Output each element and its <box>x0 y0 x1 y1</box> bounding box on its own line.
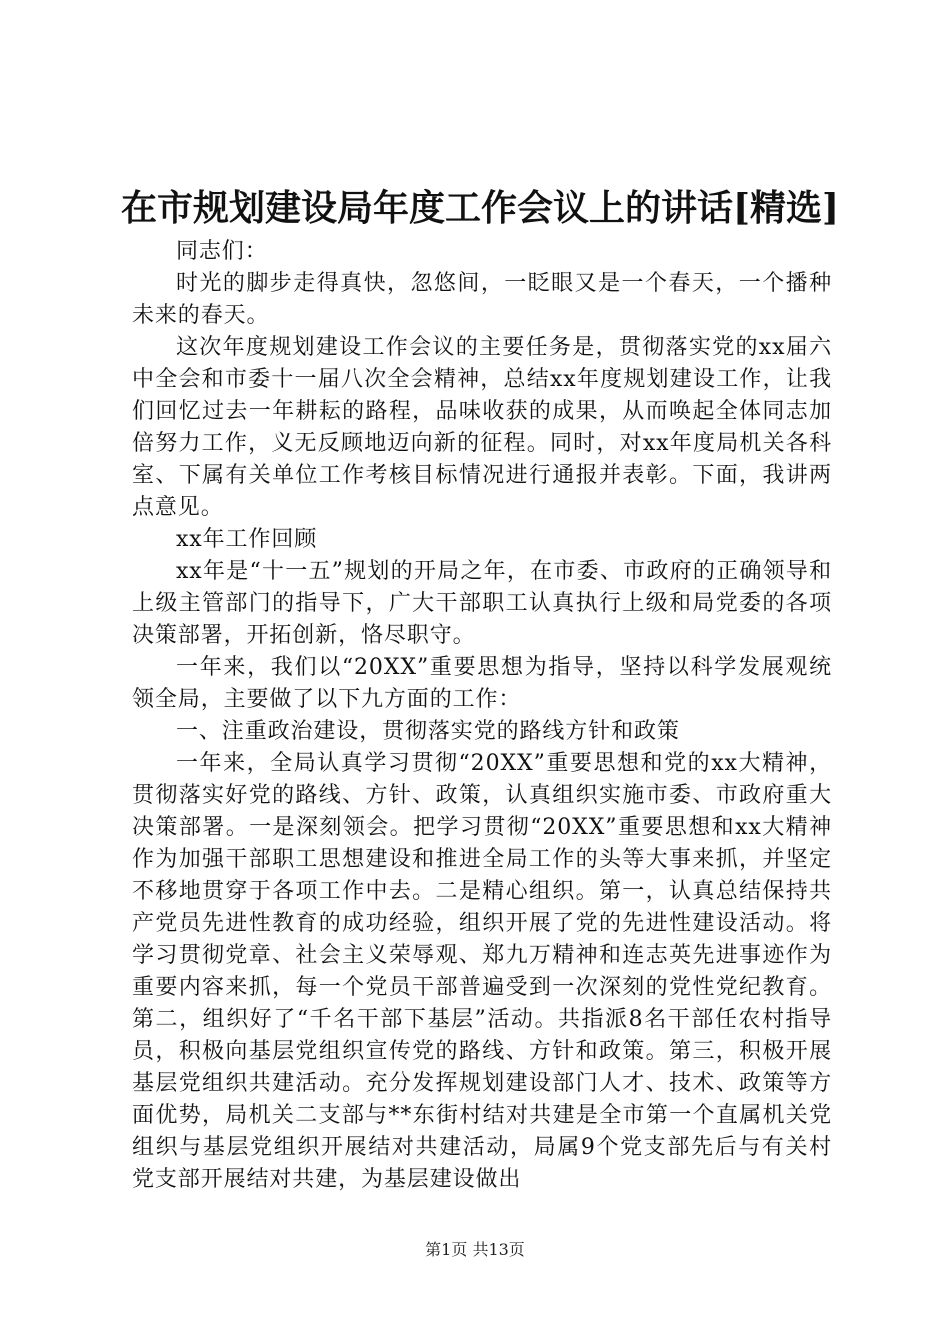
body-paragraph: xx年是“十一五”规划的开局之年，在市委、市政府的正确领导和上级主管部门的指导下，广大干部职工认真执行上级和局党委的各项决策部署，开拓创新，恪尽职守。 <box>132 559 832 648</box>
body-paragraph: 一年来，我们以“20XX”重要思想为指导，坚持以科学发展观统领全局，主要做了以下九方面的工作： <box>132 655 832 712</box>
salutation-paragraph: 同志们： <box>176 239 268 264</box>
page-number-footer: 第1页 共13页 <box>425 1240 525 1259</box>
document-title: 在市规划建设局年度工作会议上的讲话[精选] <box>120 187 840 229</box>
section-heading: xx年工作回顾 <box>176 527 318 552</box>
body-paragraph: 一年来，全局认真学习贯彻“20XX”重要思想和党的xx大精神，贯彻落实好党的路线、方针、政策，认真组织实施市委、市政府重大决策部署。一是深刻领会。把学习贯彻“20XX”重要思想和xx大精神作为加强干部职工思想建设和推进全局工作的头等大事来抓，并坚定不移地贯穿于各项工作中去。二是精心组织。第一，认真总结保持共产党员先进性教育的成功经验，组织开展了党的先进性建设活动。将学习贯彻党章、社会主义荣辱观、郑九万精神和连志英先进事迹作为重要内容来抓，每一个党员干部普遍受到一次深刻的党性党纪教育。第二，组织好了“千名干部下基层”活动。共指派8名干部任农村指导员，积极向基层党组织宣传党的路线、方针和政策。第三，积极开展基层党组织共建活动。充分发挥规划建设部门人才、技术、政策等方面优势，局机关二支部与**东街村结对共建是全市第一个直属机关党组织与基层党组织开展结对共建活动，局属9个党支部先后与有关村党支部开展结对共建，为基层建设做出 <box>132 751 832 1192</box>
body-paragraph: 这次年度规划建设工作会议的主要任务是，贯彻落实党的xx届六中全会和市委十一届八次全会精神，总结xx年度规划建设工作，让我们回忆过去一年耕耘的路程，品味收获的成果，从而唤起全体同志加倍努力工作，义无反顾地迈向新的征程。同时，对xx年度局机关各科室、下属有关单位工作考核目标情况进行通报并表彰。下面，我讲两点意见。 <box>132 335 832 520</box>
body-paragraph: 时光的脚步走得真快，忽悠间，一眨眼又是一个春天，一个播种未来的春天。 <box>132 271 832 328</box>
subsection-heading: 一、注重政治建设，贯彻落实党的路线方针和政策 <box>176 719 680 744</box>
document-body <box>132 236 832 1196</box>
